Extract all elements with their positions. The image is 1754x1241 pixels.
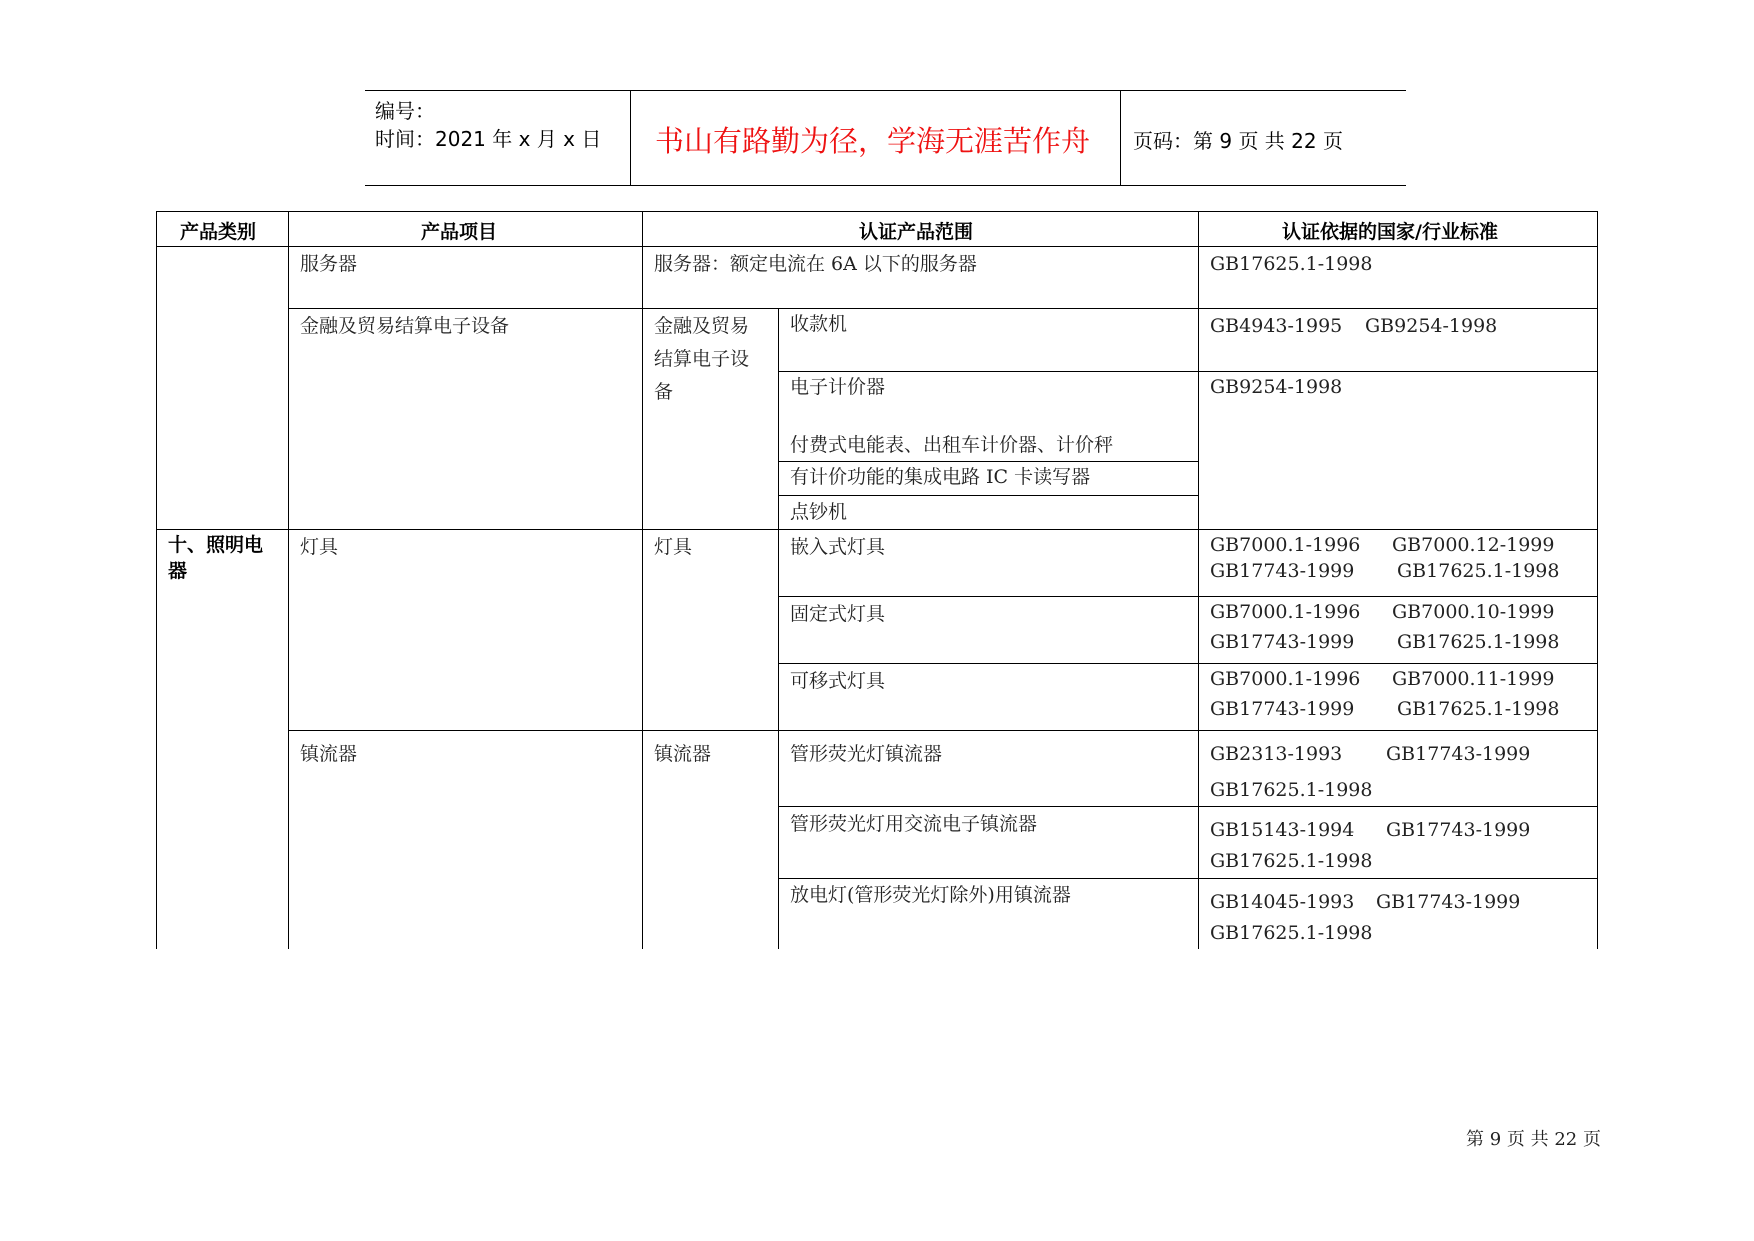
table-cell: 服务器 (300, 253, 358, 275)
table-cell: GB17743-1999 (1210, 560, 1355, 582)
table-header-bottom (156, 246, 1598, 247)
column-header-item: 产品项目 (421, 221, 498, 243)
table-cell: 镇流器 (300, 743, 358, 765)
header-motto: 书山有路勤为径，学海无涯苦作舟 (655, 124, 1091, 158)
table-cell: 嵌入式灯具 (790, 536, 886, 558)
table-cell: GB7000.11-1999 (1392, 668, 1555, 690)
col-line (1597, 211, 1598, 949)
table-cell: GB4943-1995 (1210, 315, 1343, 337)
column-header-scope: 认证产品范围 (859, 221, 974, 243)
table-cell: GB17743-1999 (1386, 743, 1531, 765)
row-line (778, 806, 1598, 807)
header-divider-2 (1120, 91, 1121, 185)
table-cell: 点钞机 (790, 501, 848, 523)
table-cell: GB2313-1993 (1210, 743, 1343, 765)
header-divider-1 (630, 91, 631, 185)
table-cell: 管形荧光灯用交流电子镇流器 (790, 813, 1038, 835)
col-line (156, 211, 157, 949)
table-cell: GB17625.1-1998 (1397, 698, 1560, 720)
category-lighting: 十、照明电 (168, 534, 264, 556)
column-header-category: 产品类别 (180, 221, 257, 243)
table-cell: 服务器：额定电流在 6A 以下的服务器 (654, 253, 977, 275)
col-line (288, 211, 289, 949)
row-line (778, 371, 1598, 372)
table-cell: GB15143-1994 (1210, 819, 1355, 841)
table-cell: 镇流器 (654, 743, 712, 765)
row-line (288, 308, 1598, 309)
table-cell: 放电灯(管形荧光灯除外)用镇流器 (790, 884, 1071, 906)
table-cell: GB14045-1993 (1210, 891, 1355, 913)
table-cell: 备 (654, 381, 674, 403)
table-cell: 金融及贸易 (654, 315, 750, 337)
col-line (1198, 211, 1199, 949)
col-line (642, 211, 643, 949)
table-cell: GB17625.1-1998 (1210, 922, 1373, 944)
row-line (778, 596, 1598, 597)
table-cell: 有计价功能的集成电路 IC 卡读写器 (790, 466, 1091, 488)
table-cell: 收款机 (790, 313, 848, 335)
table-cell: 固定式灯具 (790, 603, 886, 625)
table-cell: GB7000.1-1996 (1210, 534, 1361, 556)
table-cell: GB17743-1999 (1210, 631, 1355, 653)
document-header (365, 90, 1406, 186)
table-cell: 灯具 (300, 536, 339, 558)
table-cell: GB17625.1-1998 (1397, 560, 1560, 582)
page-footer: 第 9 页 共 22 页 (1466, 1129, 1601, 1150)
table-cell: 结算电子设 (654, 348, 750, 370)
table-cell: GB17743-1999 (1376, 891, 1521, 913)
document-date: 时间：2021 年 x 月 x 日 (375, 127, 602, 151)
row-line (156, 529, 1598, 530)
table-cell: GB17743-1999 (1210, 698, 1355, 720)
row-line (778, 878, 1598, 879)
table-cell: GB17625.1-1998 (1210, 779, 1373, 801)
row-line (778, 663, 1598, 664)
table-cell: 管形荧光灯镇流器 (790, 743, 943, 765)
table-cell: GB7000.1-1996 (1210, 601, 1361, 623)
table-cell: GB7000.10-1999 (1392, 601, 1555, 623)
category-lighting-cont: 器 (168, 560, 188, 582)
table-cell: GB17625.1-1998 (1210, 253, 1373, 275)
table-cell: GB7000.1-1996 (1210, 668, 1361, 690)
table-border-top (156, 211, 1598, 212)
col-line (778, 308, 779, 949)
document-number-label: 编号： (375, 99, 435, 123)
row-line (288, 730, 1598, 731)
column-header-standard: 认证依据的国家/行业标准 (1282, 221, 1498, 243)
header-page-info: 页码：第 9 页 共 22 页 (1133, 129, 1343, 153)
table-cell: 金融及贸易结算电子设备 (300, 315, 510, 337)
table-cell: 电子计价器 (790, 376, 886, 398)
table-cell: GB17625.1-1998 (1397, 631, 1560, 653)
table-cell: GB9254-1998 (1210, 376, 1343, 398)
table-cell: GB17625.1-1998 (1210, 850, 1373, 872)
row-line (778, 495, 1198, 496)
row-line (778, 461, 1198, 462)
table-cell: 付费式电能表、出租车计价器、计价秤 (790, 434, 1114, 456)
table-cell: 可移式灯具 (790, 670, 886, 692)
table-cell: GB17743-1999 (1386, 819, 1531, 841)
table-cell: 灯具 (654, 536, 693, 558)
table-cell: GB9254-1998 (1365, 315, 1498, 337)
table-cell: GB7000.12-1999 (1392, 534, 1555, 556)
